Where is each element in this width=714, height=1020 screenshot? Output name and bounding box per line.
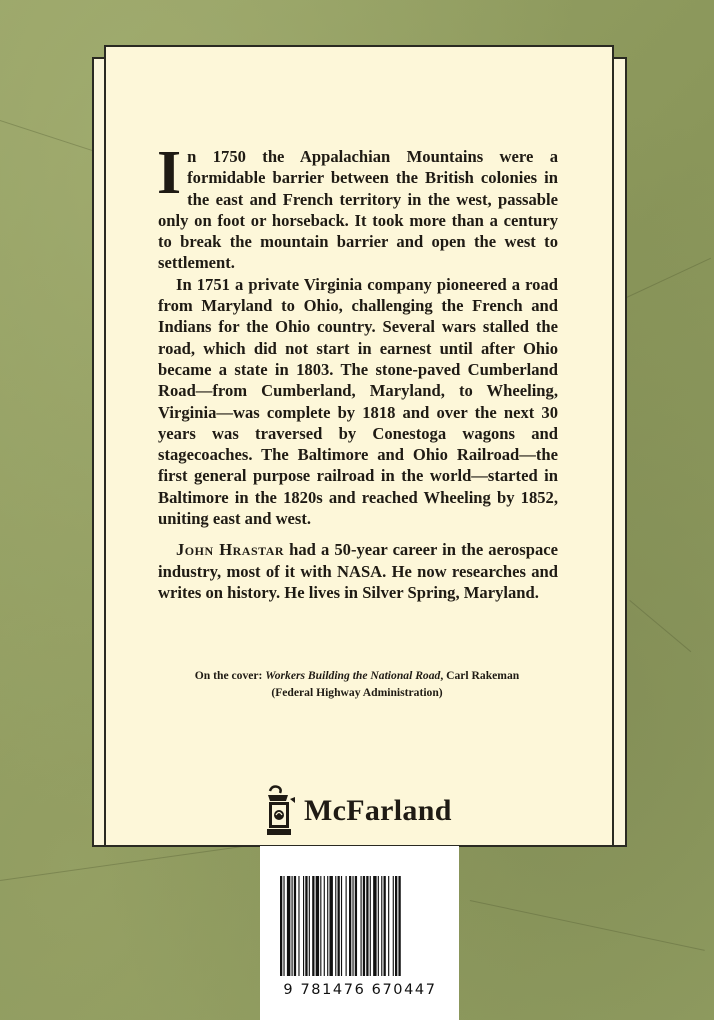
lantern-icon (262, 785, 296, 837)
barcode-bar (384, 876, 386, 976)
author-bio (158, 539, 558, 603)
barcode-bar (303, 876, 304, 976)
map-line (0, 845, 248, 881)
barcode-bar (361, 876, 362, 976)
map-line (470, 900, 705, 951)
barcode-bar (298, 876, 299, 976)
cover-art-title: Workers Building the National Road (265, 669, 441, 682)
map-line (620, 258, 711, 301)
blurb (157, 139, 559, 603)
barcode-bar (363, 876, 365, 976)
cover-credit-prefix: On the cover: (194, 669, 266, 682)
barcode-bar (352, 876, 353, 976)
author-bio-text: had a 50-year career in the aerospace industry, most of it with NASA. He now researches and writes on history. He lives in Silver Spring, Maryland. (158, 540, 559, 602)
barcode-bar (370, 876, 371, 976)
barcode-bar (341, 876, 342, 976)
barcode-bar (316, 876, 319, 976)
barcode-bar (294, 876, 296, 976)
cover-credit-source: (Federal Highway Administration) (271, 686, 443, 699)
barcode-bar (381, 876, 382, 976)
author-name: John Hrastar (176, 540, 285, 560)
barcode-bar (338, 876, 340, 976)
barcode-bar (292, 876, 293, 976)
publisher-logo (262, 784, 452, 838)
cover-credit-line (150, 667, 564, 684)
barcode-bar (287, 876, 290, 976)
barcode-bar (324, 876, 325, 976)
barcode-bar (366, 876, 368, 976)
barcode-bar (388, 876, 389, 976)
barcode-bar (327, 876, 328, 976)
barcode-bar (312, 876, 314, 976)
barcode-bar (346, 876, 347, 976)
barcode-bar (309, 876, 310, 976)
barcode-bar (373, 876, 376, 976)
cover-credit (150, 667, 564, 701)
isbn-digits: 9 781476 670447 (283, 982, 437, 998)
map-line (629, 600, 691, 652)
paragraph-1-text: n 1750 the Appalachian Mountains were a formidable barrier between the British colonies in the east and French territory in the west, passable only on foot or horseback. It took more than a century to break the mountain barrier and open the west to settlement. (158, 147, 558, 273)
barcode-bar (378, 876, 379, 976)
description-paragraph-1 (157, 139, 558, 274)
barcode-bar (320, 876, 321, 976)
isbn-barcode (280, 876, 438, 976)
barcode-bar (280, 876, 282, 976)
barcode-bar (393, 876, 394, 976)
barcode-bar (349, 876, 351, 976)
barcode-bar (355, 876, 357, 976)
barcode-area (260, 846, 459, 1020)
barcode-bar (335, 876, 336, 976)
publisher-name: McFarland (304, 794, 452, 827)
cover-art-artist: , Carl Rakeman (440, 669, 520, 682)
description-paragraph-2: In 1751 a private Virginia company pioneered a road from Maryland to Ohio, challenging the French and Indians for the Ohio country. Several wars stalled the road, which did not start in earnest until after Ohio became a state in 1803. The stone-paved Cumberland Road—from Cumberland, Maryland, to Wheeling, Virginia—was complete by 1818 and over the next 30 years was traversed by Conestoga wagons and stagecoaches. The Baltimore and Ohio Railroad—the first general purpose railroad in the world—started in Baltimore in the 1820s and reached Wheeling by 1852, uniting east and west. (158, 274, 558, 529)
barcode-bar (283, 876, 284, 976)
drop-cap: I (157, 139, 182, 207)
barcode-bar (395, 876, 397, 976)
barcode-bar (329, 876, 332, 976)
barcode-bar (305, 876, 307, 976)
barcode-bar (398, 876, 400, 976)
